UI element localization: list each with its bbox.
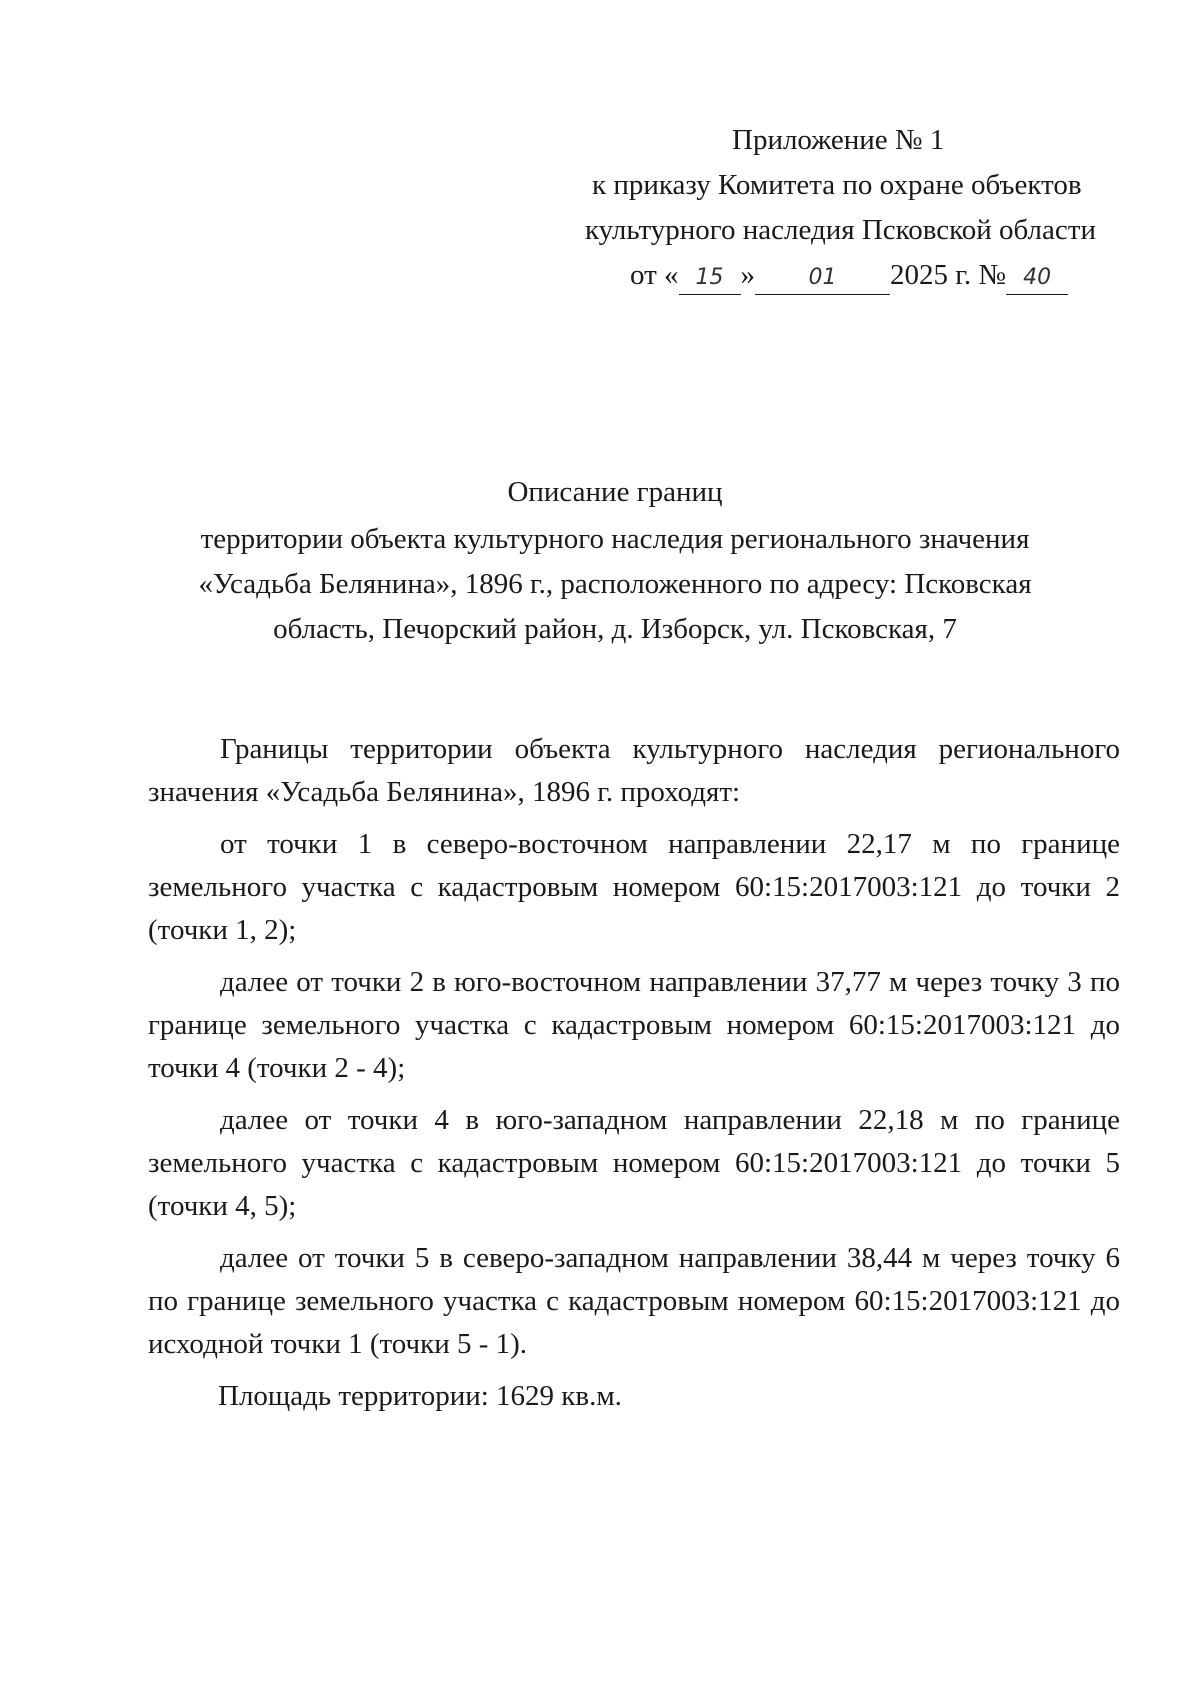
boundary-segment-2: далее от точки 2 в юго-восточном направлении 37,77 м через точку 3 по границе земельного участка с кадастровым номером 60:15:2017003:121 до точки 4 (точки 2 - 4);	[148, 966, 1120, 1084]
boundary-segment-3: далее от точки 4 в юго-западном направлении 22,18 м по границе земельного участка с кадастровым номером 60:15:2017003:121 до точки 5 (точки 4, 5);	[148, 1104, 1120, 1222]
boundary-segment-1: от точки 1 в северо-восточном направлении 22,17 м по границе земельного участка с кадастровым номером 60:15:2017003:121 до точки 2 (точки 1, 2);	[148, 828, 1120, 946]
appendix-header	[560, 118, 1120, 298]
date-month-field: 01	[755, 262, 890, 295]
title-main: Описание границ	[507, 476, 723, 508]
date-prefix: от «	[630, 259, 679, 291]
document-title	[150, 470, 1080, 652]
order-reference: к приказу Комитета по охране объектов	[592, 169, 1082, 201]
appendix-number: Приложение № 1	[732, 124, 945, 156]
committee-name: культурного наследия Псковской области	[585, 214, 1096, 246]
title-line-4: область, Печорский район, д. Изборск, ул. Псковская, 7	[273, 613, 957, 645]
date-day-field: 15	[679, 262, 741, 295]
order-number-field: 40	[1006, 262, 1068, 295]
title-line-2: территории объекта культурного наследия регионального значения	[200, 523, 1030, 555]
territory-area: Площадь территории: 1629 кв.м.	[218, 1380, 622, 1412]
boundary-description	[148, 728, 1120, 1418]
intro-paragraph: Границы территории объекта культурного наследия регионального значения «Усадьба Белянина», 1896 г. проходят:	[148, 733, 1120, 808]
title-line-3: «Усадьба Белянина», 1896 г., расположенного по адресу: Псковская	[198, 568, 1032, 600]
date-year: 2025 г. №	[890, 259, 1007, 291]
date-mid: »	[740, 259, 756, 291]
order-date-line	[560, 253, 1120, 298]
boundary-segment-4: далее от точки 5 в северо-западном направлении 38,44 м через точку 6 по границе земельного участка с кадастровым номером 60:15:2017003:121 до исходной точки 1 (точки 5 - 1).	[148, 1242, 1120, 1360]
